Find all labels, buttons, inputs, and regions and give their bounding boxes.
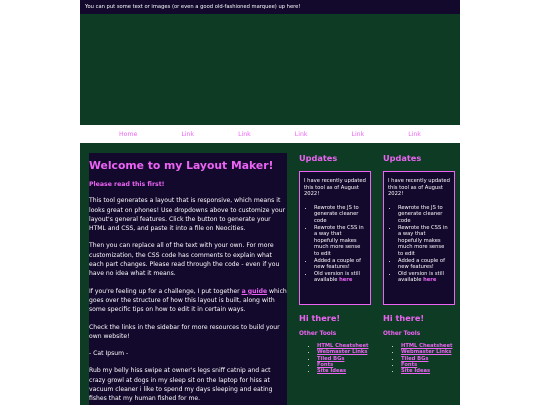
updates-list [388,205,451,284]
list-item [398,271,451,284]
paragraph-cat-ipsum: Rub my belly hiss swipe at owner's legs sniff catnip and act crazy growl at dogs in my sleep sit on the laptop for hiss at vacuum cleaner i like to spend my days sleeping and eating fishes that my human fished for me. [89,367,273,403]
tool-link-site-ideas[interactable]: Site Ideas [401,368,431,375]
nav-bar [80,125,460,143]
updates-box [383,171,455,305]
nav-link-2[interactable]: Link [238,130,251,138]
main-content [89,153,287,405]
updates-title: Updates [299,153,338,163]
paragraph-cat-ipsum-heading: - Cat Ipsum - [89,350,129,358]
list-item: • Rewrote the JS to generate cleaner code [314,205,367,225]
guide-link[interactable]: a guide [241,287,268,295]
page-subtitle: Please read this first! [89,181,165,188]
old-version-text: Old version is still available [314,270,360,284]
tools-list [299,343,371,374]
hi-heading: Hi there! [383,313,425,323]
sidebar-right [383,153,455,374]
list-item: • Rewrote the CSS in a way that hopefully makes much more sense to edit [314,225,367,258]
guide-text-after: which goes over the structure of how this layout is built, along with some specific tips on how to edit it in certain ways. [89,287,287,314]
tools-list [383,343,455,374]
paragraph-guide [89,287,287,315]
tool-link-webmaster-links[interactable]: Webmaster Links [317,349,368,356]
updates-box [299,171,371,305]
updates-title: Updates [383,153,422,163]
updates-list [304,205,367,284]
old-version-link[interactable]: here [423,277,437,284]
header-area [80,14,460,125]
list-item: • Rewrote the CSS in a way that hopefully makes much more sense to edit [398,225,451,258]
list-item [401,368,455,374]
old-version-link[interactable]: here [339,277,353,284]
updates-intro: I have recently updated this tool as of August 2022! [388,178,450,198]
nav-link-3[interactable]: Link [294,130,308,138]
sidebar-left [299,153,371,374]
nav-link-home[interactable]: Home [119,130,138,138]
paragraph-customize: Then you can replace all of the text with your own. For more customization, the CSS code has comments to explain what each part changes. Please read through the code - even if you have no idea what it means. [89,242,280,278]
old-version-text: Old version is still available [398,270,444,284]
tool-link-fonts[interactable]: Fonts [317,361,334,368]
top-banner [80,0,460,14]
list-item [317,368,371,374]
tool-link-html-cheatsheet[interactable]: HTML Cheatsheet [317,343,369,349]
nav-link-1[interactable]: Link [181,130,195,138]
top-banner-text: You can put some text or images (or even a good old-fashioned marquee) up here! [85,4,301,10]
list-item: • Added a couple of new features! [398,258,451,271]
tool-link-site-ideas[interactable]: Site Ideas [317,368,347,375]
list-item: • Added a couple of new features! [314,258,367,271]
hi-heading: Hi there! [299,313,341,323]
nav-link-5[interactable]: Link [408,130,421,138]
list-item [314,271,367,284]
tool-link-tiled-bgs[interactable]: Tiled BGs [401,355,429,362]
guide-text-before: If you're feeling up for a challenge, I put together [89,287,242,295]
paragraph-intro: This tool generates a layout that is responsive, which means it looks great on phones! Use dropdowns above to customize your layout's general features. Click the button to generate your HTML and CSS, and paste it into a file on Neocities. [89,197,286,233]
list-item: • Rewrote the JS to generate cleaner code [398,205,451,225]
updates-intro: I have recently updated this tool as of August 2022! [304,178,366,198]
tool-link-tiled-bgs[interactable]: Tiled BGs [317,355,345,362]
paragraph-sidebar-note: Check the links in the sidebar for more resources to build your own website! [89,323,280,340]
other-tools-title: Other Tools [383,331,421,337]
tool-link-fonts[interactable]: Fonts [401,361,418,368]
page-title: Welcome to my Layout Maker! [89,159,274,172]
other-tools-title: Other Tools [299,331,337,337]
nav-link-4[interactable]: Link [351,130,365,138]
tool-link-html-cheatsheet[interactable]: HTML Cheatsheet [401,343,453,349]
tool-link-webmaster-links[interactable]: Webmaster Links [401,349,452,356]
